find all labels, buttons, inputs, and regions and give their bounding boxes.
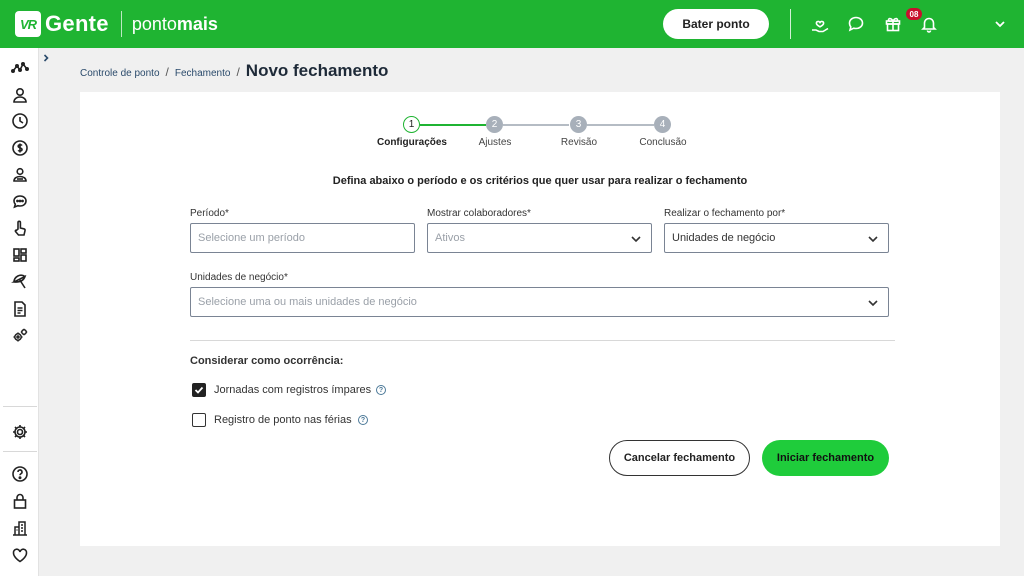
ponto-ferias-label: Registro de ponto nas férias	[214, 414, 352, 426]
gift-icon[interactable]	[881, 12, 905, 36]
realizar-fechamento-select[interactable]	[664, 223, 889, 253]
lock-icon[interactable]	[9, 490, 31, 512]
help-icon[interactable]: ?	[376, 385, 386, 395]
step-3-label: Revisão	[560, 137, 598, 148]
page-title: Novo fechamento	[245, 61, 389, 80]
unidades-label: Unidades de negócio*	[190, 272, 288, 283]
chat-icon[interactable]	[9, 191, 31, 213]
sidebar-expand-toggle[interactable]	[39, 48, 53, 68]
brand-name: Gente	[45, 11, 109, 36]
mostrar-colaboradores-value: Ativos	[435, 232, 465, 244]
dashboard-icon[interactable]	[9, 57, 31, 79]
unidades-select[interactable]	[190, 287, 889, 317]
person-icon[interactable]	[9, 84, 31, 106]
breadcrumb-separator: /	[165, 65, 169, 79]
mostrar-colaboradores-label: Mostrar colaboradores*	[427, 208, 531, 219]
heart-icon[interactable]	[9, 544, 31, 566]
periodo-placeholder: Selecione um período	[198, 232, 306, 244]
chat-icon[interactable]	[844, 12, 868, 36]
step-2-circle: 2	[486, 116, 503, 133]
vr-logo-mark: VR	[15, 11, 41, 37]
bater-ponto-button[interactable]: Bater ponto	[663, 9, 769, 39]
people-icon[interactable]	[9, 164, 31, 186]
breadcrumb-controle-de-ponto[interactable]: Controle de ponto	[80, 68, 160, 79]
step-3-circle: 3	[570, 116, 587, 133]
step-4-label: Conclusão	[639, 137, 687, 148]
section-divider	[190, 340, 895, 341]
building-icon[interactable]	[9, 517, 31, 539]
stepper-line	[587, 124, 654, 126]
breadcrumb-separator: /	[236, 65, 240, 79]
clock-icon[interactable]	[9, 110, 31, 132]
sidebar-divider	[3, 451, 37, 452]
chevron-down-icon	[630, 233, 642, 245]
realizar-fechamento-value: Unidades de negócio	[672, 232, 776, 244]
document-icon[interactable]	[9, 298, 31, 320]
content-card	[80, 92, 1000, 546]
cancelar-fechamento-button[interactable]: Cancelar fechamento	[609, 440, 750, 476]
step-1-label: Configurações	[376, 137, 447, 148]
form-intro-text: Defina abaixo o período e os critérios que quer usar para realizar o fechamento	[332, 175, 748, 187]
stepper-line	[503, 124, 569, 126]
iniciar-fechamento-button[interactable]: Iniciar fechamento	[762, 440, 889, 476]
step-2-label: Ajustes	[478, 137, 512, 148]
jornadas-impares-checkbox[interactable]	[192, 383, 206, 397]
top-divider	[790, 9, 791, 39]
unidades-placeholder: Selecione uma ou mais unidades de negócio	[198, 296, 417, 308]
beach-umbrella-icon[interactable]	[9, 271, 31, 293]
breadcrumb-fechamento[interactable]: Fechamento	[174, 68, 231, 79]
gears-icon[interactable]	[9, 325, 31, 347]
grid-icon[interactable]	[9, 244, 31, 266]
chevron-down-icon[interactable]	[988, 12, 1012, 36]
brand-subtitle: pontomais	[131, 13, 218, 34]
ponto-ferias-checkbox[interactable]	[192, 413, 206, 427]
periodo-label: Período*	[190, 208, 229, 219]
settings-icon[interactable]	[9, 421, 31, 443]
check-icon	[194, 385, 204, 395]
brand-divider	[121, 11, 122, 37]
chevron-down-icon	[867, 233, 879, 245]
stepper-line-completed	[420, 124, 486, 126]
ocorrencia-section-title: Considerar como ocorrência:	[190, 355, 344, 367]
hand-touch-icon[interactable]	[9, 217, 31, 239]
hand-heart-icon[interactable]	[808, 12, 832, 36]
sidebar	[0, 48, 39, 576]
chevron-down-icon	[867, 297, 879, 309]
mostrar-colaboradores-select[interactable]	[427, 223, 652, 253]
help-icon[interactable]: ?	[358, 415, 368, 425]
jornadas-impares-label: Jornadas com registros ímpares	[214, 384, 372, 396]
breadcrumb	[80, 61, 388, 81]
periodo-input[interactable]	[190, 223, 415, 253]
step-4-circle: 4	[654, 116, 671, 133]
step-1-circle: 1	[403, 116, 420, 133]
help-icon[interactable]	[9, 463, 31, 485]
brand-logo[interactable]	[15, 11, 218, 37]
notification-badge: 08	[906, 8, 922, 20]
sidebar-divider	[3, 406, 37, 407]
realizar-fechamento-label: Realizar o fechamento por*	[664, 208, 786, 219]
money-icon[interactable]	[9, 137, 31, 159]
top-bar	[0, 0, 1024, 48]
